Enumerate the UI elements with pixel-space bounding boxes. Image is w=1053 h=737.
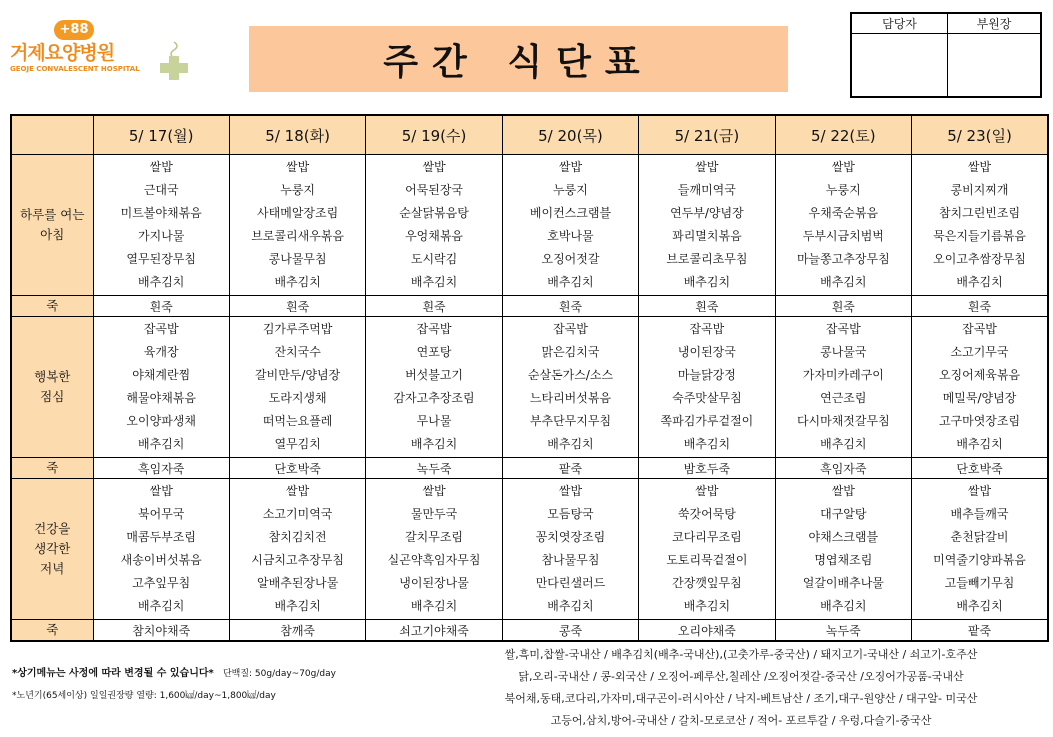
porridge-item: 참깨죽 bbox=[229, 620, 365, 642]
menu-item: 쌀밥 bbox=[149, 484, 173, 498]
menu-item: 마늘닭강정 bbox=[677, 368, 736, 382]
menu-item: 쌀밥 bbox=[831, 484, 855, 498]
porridge-row bbox=[11, 296, 1048, 317]
menu-item: 쑥갓어묵탕 bbox=[677, 507, 736, 521]
porridge-item: 단호박죽 bbox=[912, 458, 1048, 479]
menu-item: 잡곡밥 bbox=[416, 322, 452, 336]
approval-header-vice-director: 부원장 bbox=[948, 14, 1040, 34]
menu-item: 실곤약흑임자무침 bbox=[387, 553, 481, 567]
menu-item: 누룽지 bbox=[553, 183, 588, 197]
menu-item: 누룽지 bbox=[825, 183, 861, 197]
menu-item: 우채죽순볶음 bbox=[808, 206, 879, 220]
menu-item: 오이양파생채 bbox=[126, 414, 196, 428]
menu-item: 마늘쫑고추장무침 bbox=[796, 252, 890, 266]
menu-item: 브로콜리초무침 bbox=[666, 252, 748, 266]
weekly-menu-table bbox=[10, 114, 1049, 642]
hospital-name: 거제요양병원 bbox=[10, 42, 115, 64]
menu-item: 가지나물 bbox=[138, 229, 185, 243]
menu-item: 김가루주먹밥 bbox=[262, 322, 333, 336]
menu-item: 쪽파김가루겉절이 bbox=[660, 414, 754, 428]
porridge-row bbox=[11, 458, 1048, 479]
origin-line: 북어채,동태,코다리,가자미,대구곤이-러시아산 / 낙지-베트남산 / 조기,대구-원양산 / 대구알- 미국산 bbox=[504, 692, 978, 705]
menu-item: 콩나물무침 bbox=[268, 252, 327, 266]
menu-item: 쌀밥 bbox=[558, 160, 583, 174]
menu-item: 배추김치 bbox=[547, 275, 594, 289]
menu-item: 잡곡밥 bbox=[143, 322, 179, 336]
menu-item: 쌀밥 bbox=[422, 160, 446, 174]
menu-item: 배추김치 bbox=[410, 599, 458, 613]
porridge-item: 참치야채죽 bbox=[93, 620, 229, 642]
menu-item: 물만두국 bbox=[410, 507, 458, 521]
menu-cell bbox=[366, 479, 502, 620]
porridge-item: 밤호두죽 bbox=[639, 458, 775, 479]
menu-item: 대구알탕 bbox=[820, 507, 867, 521]
porridge-item: 단호박죽 bbox=[229, 458, 365, 479]
porridge-item: 흰죽 bbox=[775, 296, 911, 317]
menu-item: 도토리묵겉절이 bbox=[666, 553, 748, 567]
menu-item: 순살돈가스/소스 bbox=[527, 368, 614, 382]
menu-item: 쌀밥 bbox=[695, 160, 719, 174]
menu-item: 누룽지 bbox=[280, 183, 316, 197]
approval-box bbox=[850, 12, 1042, 98]
menu-item: 해물야채볶음 bbox=[126, 391, 196, 405]
menu-item: 잡곡밥 bbox=[553, 322, 588, 336]
menu-item: 도라지생채 bbox=[268, 391, 327, 405]
change-notice: *상기메뉴는 사정에 따라 변경될 수 있습니다* bbox=[12, 668, 214, 679]
menu-item: 잔치국수 bbox=[274, 345, 321, 359]
menu-cell bbox=[912, 317, 1048, 458]
menu-cell bbox=[502, 479, 638, 620]
menu-item: 배추김치 bbox=[547, 599, 594, 613]
menu-item: 갈치무조림 bbox=[405, 530, 464, 544]
menu-item: 냉이된장나물 bbox=[399, 576, 469, 590]
elderly-calorie-note: *노년기(65세이상) 일일권장량 열량: 1,600㎉/day~1,800㎉/day bbox=[12, 691, 276, 701]
menu-item: 잡곡밥 bbox=[962, 322, 997, 336]
menu-item: 새송이버섯볶음 bbox=[120, 553, 202, 567]
day-header: 5/ 23(일) bbox=[912, 115, 1048, 155]
menu-item: 두부시금치범벅 bbox=[802, 229, 884, 243]
menu-item: 쌀밥 bbox=[695, 484, 719, 498]
menu-item: 열무김치 bbox=[274, 437, 321, 451]
menu-item: 참치그린빈조림 bbox=[938, 206, 1021, 220]
menu-item: 배추김치 bbox=[956, 275, 1003, 289]
approval-signature-staff[interactable] bbox=[852, 34, 948, 96]
menu-item: 알배추된장나물 bbox=[257, 576, 339, 590]
title-banner bbox=[249, 26, 788, 92]
menu-item: 배추김치 bbox=[956, 437, 1003, 451]
menu-item: 야채계란찜 bbox=[132, 368, 191, 382]
menu-item: 감자고추장조림 bbox=[393, 391, 475, 405]
menu-item: 고추잎무침 bbox=[132, 576, 191, 590]
hospital-logo bbox=[6, 14, 181, 94]
origin-line: 고등어,삼치,방어-국내산 / 갈치-모로코산 / 적어- 포르투갈 / 우렁,다슬기-중국산 bbox=[550, 714, 932, 727]
menu-cell bbox=[229, 155, 365, 296]
menu-item: 모듬탕국 bbox=[547, 507, 594, 521]
menu-item: 배추김치 bbox=[138, 599, 185, 613]
menu-item: 꽁치엿장조림 bbox=[535, 530, 606, 544]
menu-item: 명엽채조림 bbox=[814, 553, 873, 567]
porridge-item: 쇠고기야채죽 bbox=[366, 620, 502, 642]
day-header: 5/ 21(금) bbox=[639, 115, 775, 155]
menu-item: 쌀밥 bbox=[967, 160, 992, 174]
menu-item: 꽈리멸치볶음 bbox=[672, 229, 742, 243]
approval-signature-vice-director[interactable] bbox=[948, 34, 1040, 96]
menu-item: 맑은김치국 bbox=[541, 345, 600, 359]
menu-item: 쌀밥 bbox=[149, 160, 173, 174]
menu-cell bbox=[93, 155, 229, 296]
protein-note: 단백질: 50g/day~70g/day bbox=[222, 669, 336, 679]
menu-item: 배추김치 bbox=[820, 599, 867, 613]
menu-item: 배추김치 bbox=[683, 275, 731, 289]
cross-icon bbox=[156, 40, 192, 80]
menu-item: 다시마채젓갈무침 bbox=[796, 414, 890, 428]
menu-item: 연포탕 bbox=[416, 345, 452, 359]
menu-item: 오이고추쌈장무침 bbox=[933, 252, 1026, 266]
meal-row bbox=[11, 479, 1048, 620]
menu-item: 배추김치 bbox=[410, 437, 458, 451]
menu-item: 가자미카레구이 bbox=[802, 368, 884, 382]
menu-cell bbox=[912, 479, 1048, 620]
menu-cell bbox=[912, 155, 1048, 296]
menu-item: 배추김치 bbox=[683, 437, 731, 451]
menu-item: 쌀밥 bbox=[422, 484, 446, 498]
porridge-item: 녹두죽 bbox=[775, 620, 911, 642]
porridge-item: 흰죽 bbox=[502, 296, 638, 317]
porridge-item: 녹두죽 bbox=[366, 458, 502, 479]
menu-item: 열무된장무침 bbox=[126, 252, 196, 266]
porridge-item: 흰죽 bbox=[93, 296, 229, 317]
porridge-item: 오리야채죽 bbox=[639, 620, 775, 642]
menu-item: 시금치고추장무침 bbox=[251, 553, 344, 567]
meal-label: 행복한 점심 bbox=[11, 317, 93, 458]
menu-item: 느타리버섯볶음 bbox=[529, 391, 612, 405]
menu-cell bbox=[639, 479, 775, 620]
porridge-label: 죽 bbox=[11, 296, 93, 317]
approval-header-staff: 담당자 bbox=[852, 14, 948, 34]
menu-item: 쌀밥 bbox=[286, 160, 310, 174]
menu-item: 메밀묵/양념장 bbox=[942, 391, 1017, 405]
origin-line: 쌀,흑미,찹쌀-국내산 / 배추김치(배추-국내산),(고춧가루-중국산) / 돼지고기-국내산 / 쇠고기-호주산 bbox=[504, 648, 978, 661]
menu-item: 무나물 bbox=[416, 414, 452, 428]
day-header: 5/ 19(수) bbox=[366, 115, 502, 155]
menu-item: 근대국 bbox=[143, 183, 179, 197]
menu-item: 콩비지찌개 bbox=[950, 183, 1009, 197]
menu-item: 버섯불고기 bbox=[405, 368, 464, 382]
menu-item: 들깨미역국 bbox=[677, 183, 736, 197]
menu-item: 배추김치 bbox=[820, 437, 867, 451]
menu-item: 쌀밥 bbox=[967, 484, 992, 498]
menu-item: 참치김치전 bbox=[268, 530, 327, 544]
menu-item: 연근조림 bbox=[820, 391, 867, 405]
menu-cell bbox=[639, 317, 775, 458]
menu-item: 사태메알장조림 bbox=[257, 206, 339, 220]
menu-cell bbox=[366, 155, 502, 296]
menu-item: 냉이된장국 bbox=[677, 345, 736, 359]
menu-item: 잡곡밥 bbox=[825, 322, 861, 336]
menu-item: 야채스크램블 bbox=[808, 530, 879, 544]
menu-item: 간장깻잎무침 bbox=[672, 576, 742, 590]
menu-item: 순살닭볶음탕 bbox=[399, 206, 469, 220]
day-header: 5/ 17(월) bbox=[93, 115, 229, 155]
menu-item: 도시락김 bbox=[410, 252, 458, 266]
menu-item: 미트볼야채볶음 bbox=[120, 206, 202, 220]
menu-item: 얼갈이배추나물 bbox=[802, 576, 884, 590]
porridge-item: 팥죽 bbox=[502, 458, 638, 479]
menu-item: 쌀밥 bbox=[831, 160, 855, 174]
porridge-row bbox=[11, 620, 1048, 642]
menu-cell bbox=[93, 479, 229, 620]
menu-item: 호박나물 bbox=[547, 229, 594, 243]
menu-item: 오징어젓갈 bbox=[541, 252, 600, 266]
menu-item: 어묵된장국 bbox=[405, 183, 464, 197]
menu-item: 쌀밥 bbox=[558, 484, 583, 498]
menu-cell bbox=[366, 317, 502, 458]
menu-cell bbox=[502, 317, 638, 458]
menu-item: 부추단무지무침 bbox=[529, 414, 612, 428]
menu-item: 배추김치 bbox=[820, 275, 867, 289]
menu-item: 소고기미역국 bbox=[262, 507, 333, 521]
logo-badge: +88 bbox=[54, 20, 94, 40]
menu-item: 매콤두부조림 bbox=[126, 530, 196, 544]
menu-item: 배추김치 bbox=[274, 599, 321, 613]
day-header: 5/ 22(토) bbox=[775, 115, 911, 155]
menu-cell bbox=[775, 317, 911, 458]
porridge-item: 흰죽 bbox=[912, 296, 1048, 317]
porridge-item: 흰죽 bbox=[229, 296, 365, 317]
meal-row bbox=[11, 155, 1048, 296]
day-header: 5/ 20(목) bbox=[502, 115, 638, 155]
menu-item: 배추김치 bbox=[274, 275, 321, 289]
porridge-item: 팥죽 bbox=[912, 620, 1048, 642]
menu-item: 잡곡밥 bbox=[689, 322, 725, 336]
corner-cell bbox=[11, 115, 93, 155]
porridge-label: 죽 bbox=[11, 620, 93, 642]
meal-label: 하루를 여는 아침 bbox=[11, 155, 93, 296]
porridge-item: 흑임자죽 bbox=[775, 458, 911, 479]
menu-item: 베이컨스크램블 bbox=[529, 206, 612, 220]
menu-item: 배추김치 bbox=[956, 599, 1003, 613]
menu-item: 배추김치 bbox=[547, 437, 594, 451]
menu-item: 배추김치 bbox=[410, 275, 458, 289]
menu-item: 배추김치 bbox=[138, 437, 185, 451]
menu-item: 배추김치 bbox=[138, 275, 185, 289]
menu-item: 갈비만두/양념장 bbox=[255, 368, 341, 382]
menu-item: 코다리무조림 bbox=[672, 530, 742, 544]
menu-cell bbox=[639, 155, 775, 296]
porridge-item: 콩죽 bbox=[502, 620, 638, 642]
menu-item: 쌀밥 bbox=[286, 484, 310, 498]
menu-cell bbox=[775, 479, 911, 620]
menu-item: 소고기무국 bbox=[950, 345, 1009, 359]
porridge-item: 흰죽 bbox=[639, 296, 775, 317]
porridge-item: 흰죽 bbox=[366, 296, 502, 317]
menu-cell bbox=[229, 317, 365, 458]
menu-item: 만다린샐러드 bbox=[535, 576, 606, 590]
menu-item: 브로콜리새우볶음 bbox=[251, 229, 344, 243]
menu-item: 묵은지들기름볶음 bbox=[933, 229, 1026, 243]
menu-item: 떠먹는요플레 bbox=[262, 414, 333, 428]
menu-change-note bbox=[12, 664, 336, 679]
menu-item: 고들빼기무침 bbox=[944, 576, 1015, 590]
day-header-row bbox=[11, 115, 1048, 155]
menu-item: 춘천닭갈비 bbox=[950, 530, 1009, 544]
origin-line: 닭,오리-국내산 / 콩-외국산 / 오징어-페루산,칠레산 /오징어젓갈-중국산 /오징어가공품-국내산 bbox=[518, 670, 964, 683]
menu-item: 숙주맛살무침 bbox=[672, 391, 742, 405]
menu-item: 고구마엿장조림 bbox=[938, 414, 1021, 428]
meal-row bbox=[11, 317, 1048, 458]
menu-cell bbox=[229, 479, 365, 620]
hospital-subtitle: GEOJE CONVALESCENT HOSPITAL bbox=[10, 65, 140, 73]
menu-item: 연두부/양념장 bbox=[670, 206, 744, 220]
day-header: 5/ 18(화) bbox=[229, 115, 365, 155]
origin-info bbox=[436, 644, 1046, 732]
menu-item: 우엉채볶음 bbox=[405, 229, 464, 243]
page-title: 주간 식단표 bbox=[383, 41, 654, 83]
menu-cell bbox=[93, 317, 229, 458]
meal-label: 건강을 생각한 저녁 bbox=[11, 479, 93, 620]
menu-item: 배추김치 bbox=[683, 599, 731, 613]
menu-item: 배추들깨국 bbox=[950, 507, 1009, 521]
porridge-label: 죽 bbox=[11, 458, 93, 479]
menu-item: 미역줄기양파볶음 bbox=[933, 553, 1026, 567]
menu-cell bbox=[775, 155, 911, 296]
menu-item: 육개장 bbox=[143, 345, 179, 359]
menu-item: 참나물무침 bbox=[541, 553, 600, 567]
menu-item: 오징어제육볶음 bbox=[938, 368, 1021, 382]
porridge-item: 흑임자죽 bbox=[93, 458, 229, 479]
menu-cell bbox=[502, 155, 638, 296]
menu-item: 북어무국 bbox=[138, 507, 185, 521]
menu-item: 콩나물국 bbox=[820, 345, 867, 359]
